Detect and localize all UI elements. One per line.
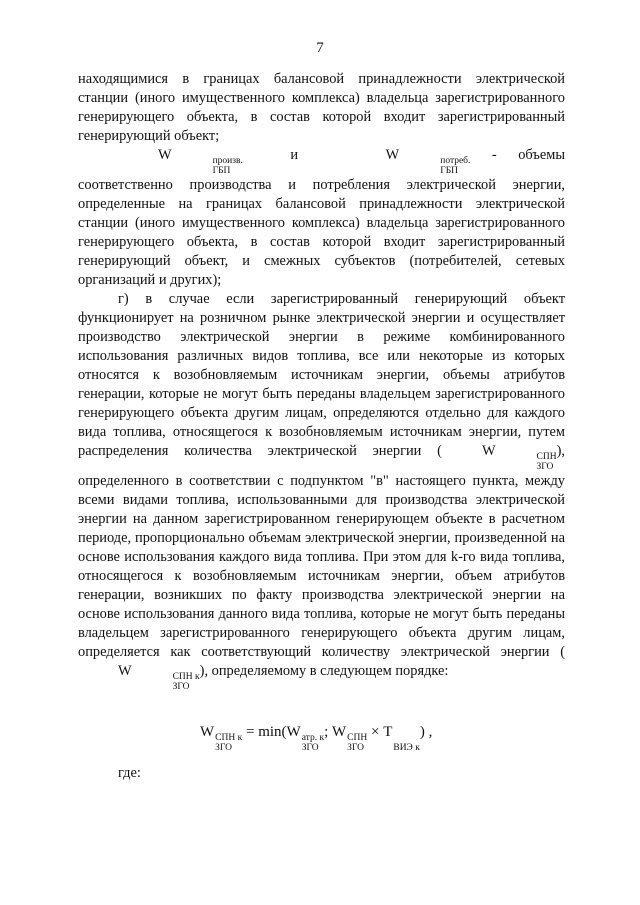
paragraph-g: г) в случае если зарегистрированный генерирующий объект функционирует на розничном рынке электрической энергии и осуществляет производство электрической энергии в режиме комбинированного использования различных видов топлива, все или некоторые из которых относятся к возобновляемым источникам энергии, объемы атрибутов генерации, которые не могут быть переданы владельцем зарегистрированного генерирующего объекта другим лицам, определяются отдельно для каждого вида топлива, относящегося к возобновляемым источникам энергии, путем распределения количества электрической энергии ( W СПН ЗГО ), определенного в соответствии с подпунктом "в" настоящего пункта, между всеми видами топлива, использованными для производства электрической энергии на данном зарегистрированном генерирующем объекте в расчетном периоде, пропорционально объемам электрической энергии, произведенной на основе использования каждого вида топлива. При этом для k-го вида топлива, относящегося к возобновляемым источникам энергии, объем атрибутов генерации, возникших по факту производства электрической энергии на основе использования данного вида топлива, которые не могут быть переданы владельцем зарегистрированного генерирующего объекта другим лицам, определяется как соответствующий количеству электрической энергии (W СПН к ЗГО ), определяемому в следующем порядке: (78, 291, 565, 692)
formula-times: × (370, 724, 380, 740)
symbol-w-zgo-spn-k: W СПН к ЗГО (118, 663, 200, 692)
symbol-w-gbp-consumption: W потреб. ГБП (385, 147, 471, 176)
formula-min: = min( (245, 724, 287, 740)
formula: W СПН к ЗГО = min(W атр. к ЗГО ; W СПН ЗГО × T ВИЭ к ) , (200, 724, 433, 753)
page-number: 7 (316, 40, 324, 56)
symbol-w-gbp-production: W произв. ГБП (158, 147, 243, 176)
formula-t-vie: T ВИЭ к (383, 724, 420, 753)
where-label: где: (118, 765, 141, 781)
document-body (78, 70, 565, 692)
paragraph-continuation: находящимися в границах балансовой принадлежности электрической станции (иного имущественного комплекса) владельца зарегистрированного генерирующего объекта, в состав которой входит зарегистрированный генерирующий объект; (78, 71, 565, 144)
formula-lhs: W СПН к ЗГО (200, 724, 243, 753)
formula-w-spn: W СПН ЗГО (331, 724, 368, 753)
paragraph-volumes-definition: W произв. ГБП и W потреб. ГБП - объемы соответственно производства и потребления электрической энергии, определенные на границах балансовой принадлежности электрической станции (иного имущественного комплекса) владельца зарегистрированного генерирующего объекта, в состав которой входит зарегистрированный генерирующий объект, и смежных субъектов (потребителей, сетевых организаций и других); (78, 147, 565, 288)
formula-w-atr: W атр. к ЗГО (286, 724, 325, 753)
symbol-w-zgo-spn: W СПН ЗГО (481, 443, 557, 472)
formula-close: ) , (419, 724, 433, 740)
